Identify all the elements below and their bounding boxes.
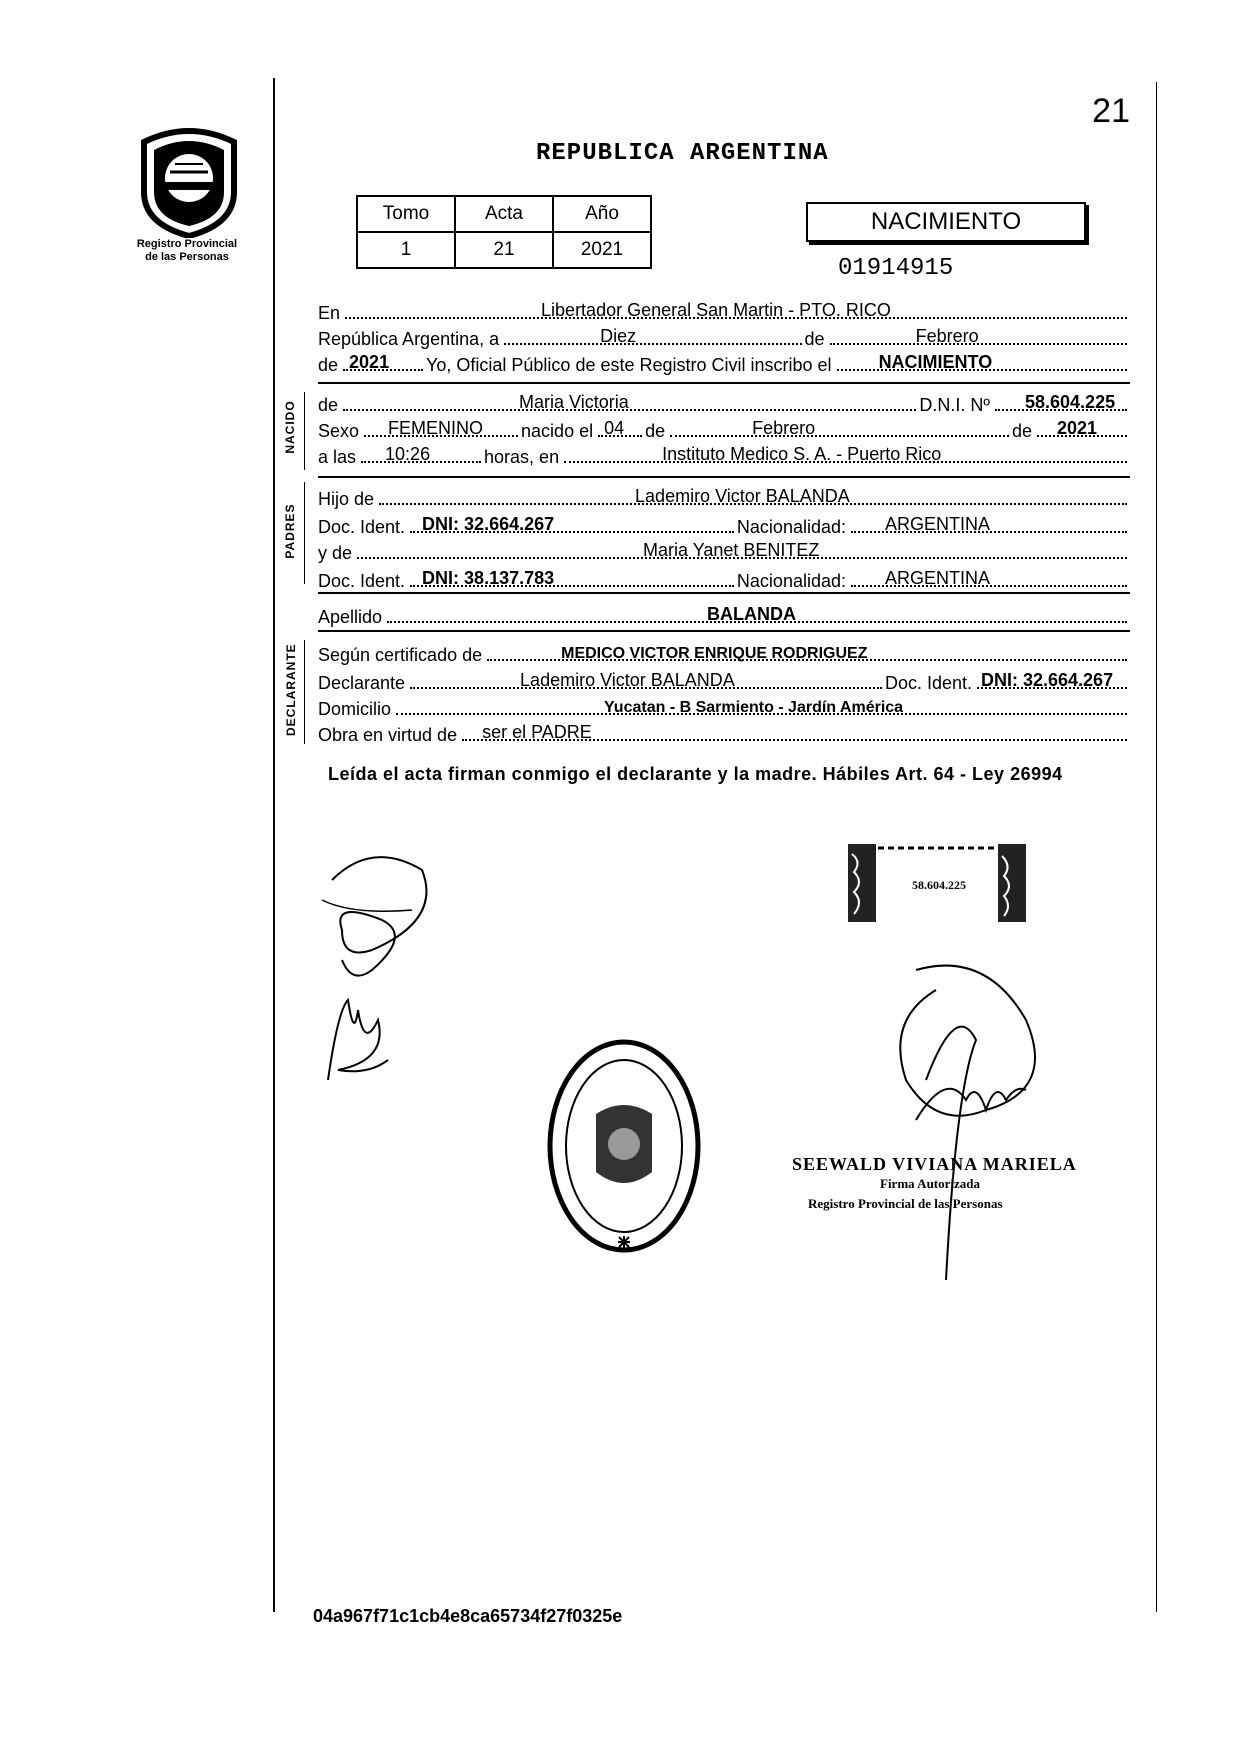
divider-nacido [318,476,1130,478]
label-nacido-de: de [318,395,339,415]
value-madre-dni: DNI: 38.137.783 [422,568,555,588]
registry-table [356,195,652,269]
dni-stamp [848,842,1028,924]
divider-apellido [318,630,1130,632]
value-madre-nac: ARGENTINA [885,568,991,588]
label-y-de: y de [318,543,353,563]
fill-lugar-nac [564,444,1127,464]
fill-certificado [487,645,1127,662]
fill-obra [462,722,1127,742]
row-hora [318,442,1130,468]
value-dia-nac: 04 [604,418,625,438]
document-title: REPUBLICA ARGENTINA [536,140,829,167]
row-apellido [318,602,1130,628]
header-anio: Año [553,196,651,232]
value-obra: ser el PADRE [482,722,592,742]
fill-declarante-dni [977,670,1127,690]
divider-acto [318,382,1130,384]
value-padre-dni: DNI: 32.664.267 [422,514,555,534]
value-acto: NACIMIENTO [878,352,993,372]
row-declarante [318,668,1130,694]
fill-madre-nac [851,568,1127,588]
fill-apellido [387,604,1127,624]
value-mes-nac: Febrero [752,418,816,438]
row-acto [318,350,1130,376]
side-bar-declarante [304,640,305,744]
label-de-mes: de [804,329,825,349]
value-lugar: Libertador General San Martin - PTO. RICO [541,300,891,320]
right-margin-line [1156,82,1157,1612]
fill-anio-nac [1037,418,1127,438]
label-doc-ident-declarante: Doc. Ident. [884,673,972,693]
document-hash: 04a967f71c1cb4e8ca65734f27f0325e [313,1606,623,1626]
official-seal [544,1034,704,1269]
label-oficial: Yo, Oficial Público de este Registro Civil inscribo el [426,355,832,375]
row-madre [318,538,1130,564]
label-doc-ident-padre: Doc. Ident. [318,517,406,537]
label-de-anio-nac: de [1011,421,1032,441]
side-bar-padres [304,482,305,584]
label-republica: República Argentina, a [318,329,500,349]
fill-mes-nac [670,418,1009,438]
label-a-las: a las [318,447,357,467]
side-label-padres: PADRES [283,503,297,559]
fill-hora [361,444,481,464]
label-sexo: Sexo [318,421,360,441]
authorized-signature [876,960,1076,1285]
value-anio: 2021 [553,232,651,268]
signatory-name: SEEWALD VIVIANA MARIELA [792,1154,1077,1174]
value-domicilio: Yucatan - B Sarmiento - Jardín América [604,699,904,716]
fill-padre-nac [851,514,1127,534]
row-padre [318,484,1130,510]
label-de-mes-nac: de [645,421,666,441]
value-madre: Maria Yanet BENITEZ [643,540,820,560]
signatory-org: Registro Provincial de las Personas [808,1196,1003,1211]
row-domicilio [318,694,1130,720]
fill-madre-dni [410,568,734,588]
fill-anio [343,352,423,372]
province-logo [130,120,248,243]
row-padre-doc [318,512,1130,538]
row-lugar [318,298,1130,324]
value-anio: 2021 [349,352,390,372]
value-anio-nac: 2021 [1057,418,1098,438]
label-obra: Obra en virtud de [318,725,458,745]
label-doc-ident-madre: Doc. Ident. [318,571,406,591]
legal-text: Leída el acta firman conmigo el declarante y la madre. Hábiles Art. 64 - Ley 26994 [328,764,1063,784]
record-type-box: NACIMIENTO [806,202,1086,242]
value-dni: 58.604.225 [1025,392,1116,412]
signatory-role: Firma Autorizada [880,1176,981,1191]
fill-acto [837,352,1127,372]
header-tomo: Tomo [357,196,455,232]
logo-caption: Registro Provincial de las Personas [136,238,238,263]
value-sexo: FEMENINO [388,418,484,438]
value-certificado: MEDICO VICTOR ENRIQUE RODRIGUEZ [561,645,868,662]
fill-nombre [343,392,916,412]
side-label-declarante: DECLARANTE [284,643,298,736]
fill-dia [504,326,801,346]
fill-madre [357,540,1127,560]
label-en: En [318,303,341,323]
label-segun: Según certificado de [318,645,483,665]
fill-declarante [410,670,882,690]
value-acta: 21 [455,232,553,268]
left-margin-line [273,78,275,1612]
row-certificado [318,640,1130,666]
fill-dia-nac [598,418,642,438]
value-tomo: 1 [357,232,455,268]
label-hijo-de: Hijo de [318,489,375,509]
row-sexo [318,416,1130,442]
dni-stamp-label: 58.604.225 [912,878,966,892]
label-horas-en: horas, en [484,447,560,467]
header-acta: Acta [455,196,553,232]
fill-dni [995,392,1127,412]
divider-padres [318,592,1130,594]
value-nombre: Maria Victoria [519,392,629,412]
label-domicilio: Domicilio [318,699,392,719]
row-madre-doc [318,566,1130,592]
label-nacionalidad-madre: Nacionalidad: [736,571,846,591]
mother-signature [312,840,442,995]
page-number: 21 [1092,92,1130,130]
value-hora: 10:26 [385,444,431,464]
fill-domicilio [396,699,1127,716]
declarant-signature [318,990,398,1095]
value-padre: Lademiro Victor BALANDA [635,486,850,506]
side-label-nacido: NACIDO [283,400,297,454]
label-dni: D.N.I. Nº [919,395,990,415]
row-fecha [318,324,1130,350]
value-apellido: BALANDA [707,604,797,624]
row-nombre [318,390,1130,416]
label-nacido-el: nacido el [521,421,594,441]
label-nacionalidad-padre: Nacionalidad: [736,517,846,537]
fill-mes [830,326,1127,346]
fill-padre [379,486,1127,506]
label-de-anio: de [318,355,339,375]
fill-sexo [364,418,518,438]
row-obra [318,720,1130,746]
value-mes: Febrero [915,326,979,346]
fill-padre-dni [410,514,734,534]
label-apellido: Apellido [318,607,383,627]
value-padre-nac: ARGENTINA [885,514,991,534]
value-lugar-nac: Instituto Medico S. A. - Puerto Rico [662,444,942,464]
label-declarante: Declarante [318,673,406,693]
side-bar-nacido [304,392,305,470]
value-declarante: Lademiro Victor BALANDA [520,670,735,690]
value-dia: Diez [600,326,637,346]
value-declarante-dni: DNI: 32.664.267 [981,670,1114,690]
fill-lugar [345,300,1127,320]
serial-number: 01914915 [838,255,954,282]
